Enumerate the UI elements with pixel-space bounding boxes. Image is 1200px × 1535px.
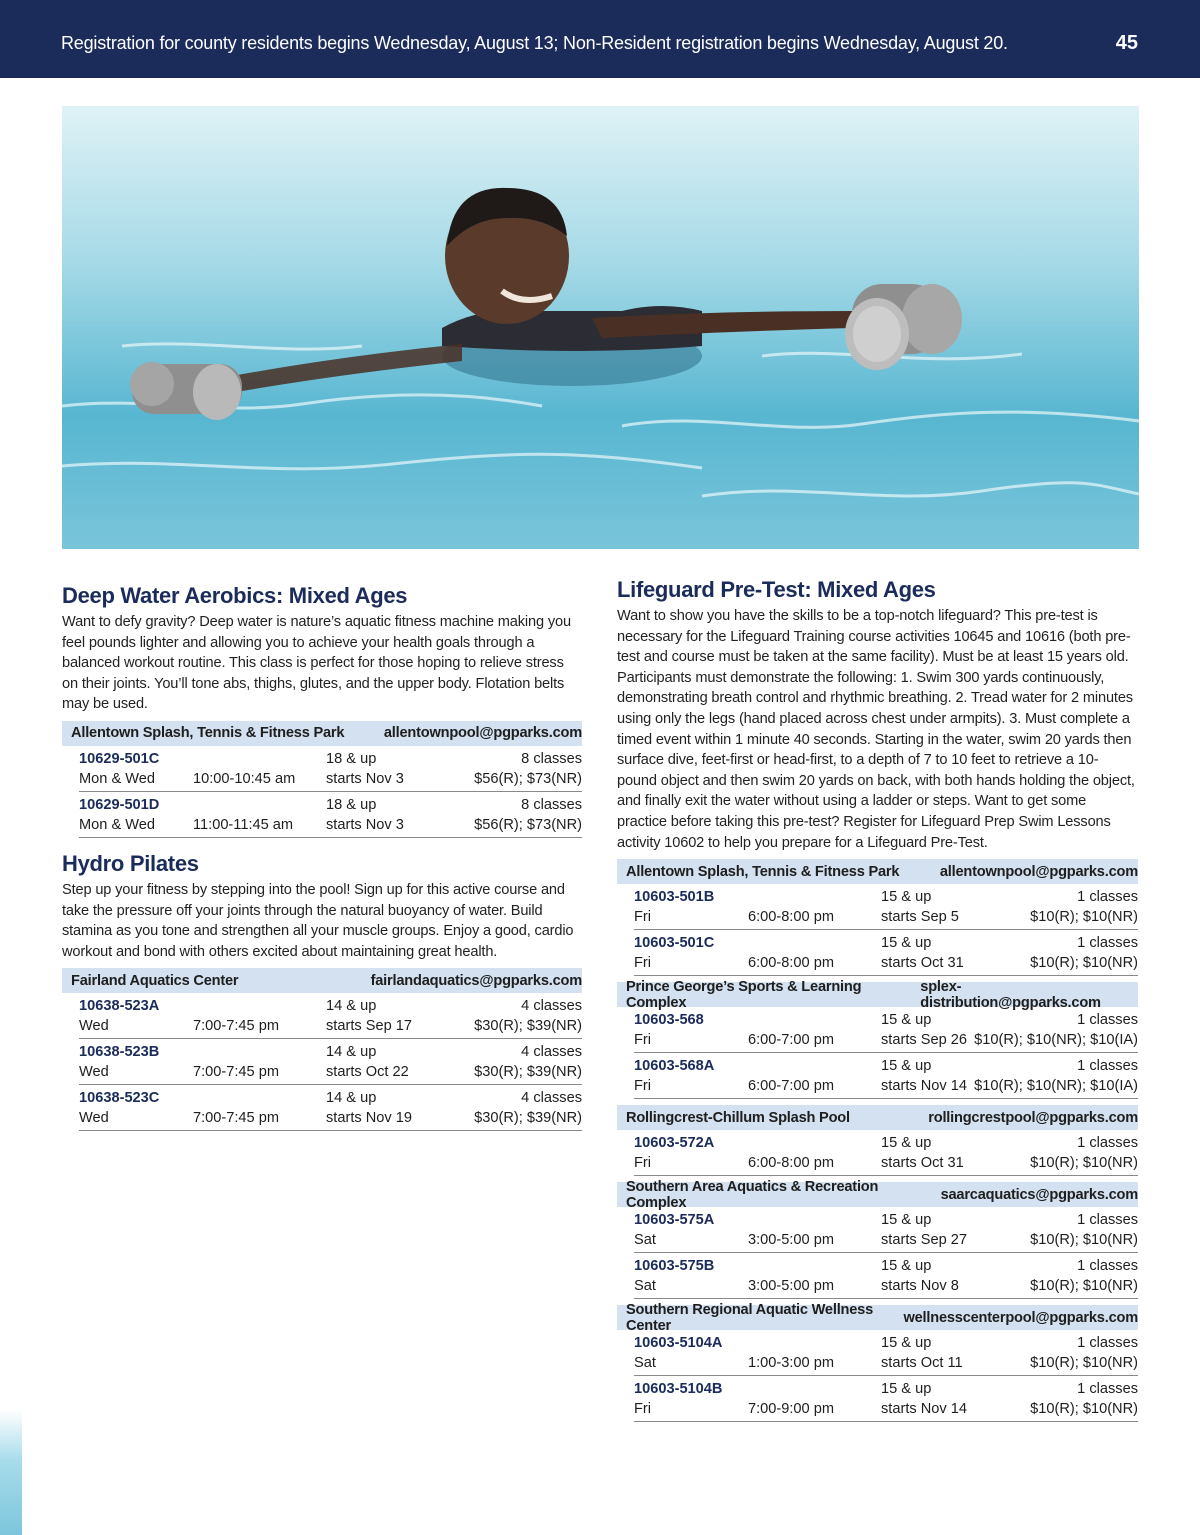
- class-day: Fri: [634, 909, 652, 926]
- class-day: Fri: [634, 955, 652, 972]
- class-count: 1 classes: [1077, 1381, 1138, 1398]
- activity-code: 10603-575B: [634, 1258, 715, 1275]
- age-range: 15 & up: [881, 935, 932, 952]
- location-name: Southern Regional Aquatic Wellness Center: [626, 1301, 874, 1334]
- lifeguard-title: Lifeguard Pre-Test: Mixed Ages: [617, 577, 936, 602]
- start-date: starts Sep 17: [326, 1018, 412, 1035]
- class-fee: $10(R); $10(NR): [1030, 1278, 1138, 1295]
- class-count: 1 classes: [1077, 889, 1138, 906]
- location-email[interactable]: allentownpool@pgparks.com: [939, 863, 1138, 880]
- class-day: Sat: [634, 1232, 656, 1249]
- class-day: Fri: [634, 1078, 652, 1095]
- class-fee: $56(R); $73(NR): [474, 770, 582, 787]
- age-range: 18 & up: [326, 796, 377, 813]
- age-range: 15 & up: [881, 1058, 932, 1075]
- left-column: [62, 582, 582, 1131]
- class-day: Mon & Wed: [79, 816, 155, 833]
- activity-code: 10629-501D: [79, 796, 160, 813]
- class-entry: [634, 1053, 1138, 1099]
- class-time: 1:00-3:00 pm: [748, 1355, 834, 1372]
- class-fee: $30(R); $39(NR): [474, 1064, 582, 1081]
- activity-code: 10603-5104B: [634, 1381, 723, 1398]
- class-time: 7:00-7:45 pm: [193, 1110, 279, 1127]
- page-number: 45: [1115, 32, 1138, 54]
- location-bar: [617, 1178, 1138, 1211]
- location-email[interactable]: rollingcrestpool@pgparks.com: [928, 1109, 1138, 1126]
- location-name: Allentown Splash, Tennis & Fitness Park: [71, 725, 345, 742]
- class-fee: $10(R); $10(NR): [1030, 1155, 1138, 1172]
- class-count: 1 classes: [1077, 1258, 1138, 1275]
- age-range: 14 & up: [326, 1090, 377, 1107]
- class-count: 1 classes: [1077, 1212, 1138, 1229]
- class-fee: $30(R); $39(NR): [474, 1018, 582, 1035]
- class-list: [634, 1330, 1138, 1422]
- activity-code: 10603-501C: [634, 935, 715, 952]
- class-time: 10:00-10:45 am: [193, 770, 296, 787]
- class-list: [634, 1007, 1138, 1099]
- start-date: starts Sep 26: [881, 1032, 967, 1049]
- class-day: Wed: [79, 1110, 109, 1127]
- location-email[interactable]: wellnesscenterpool@pgparks.com: [903, 1309, 1138, 1326]
- class-entry: [634, 930, 1138, 976]
- class-count: 8 classes: [521, 750, 582, 767]
- location-email[interactable]: splex-distribution@pgparks.com: [920, 978, 1101, 1011]
- class-time: 11:00-11:45 am: [193, 816, 294, 833]
- class-entry: [634, 1330, 1138, 1376]
- class-day: Sat: [634, 1355, 656, 1372]
- age-range: 15 & up: [881, 1381, 932, 1398]
- class-entry: [634, 1130, 1138, 1176]
- class-day: Wed: [79, 1064, 109, 1081]
- start-date: starts Sep 5: [881, 909, 959, 926]
- class-count: 1 classes: [1077, 1135, 1138, 1152]
- class-time: 6:00-7:00 pm: [748, 1032, 834, 1049]
- class-list: [634, 1130, 1138, 1176]
- class-time: 7:00-9:00 pm: [748, 1401, 834, 1418]
- activity-code: 10638-523B: [79, 1044, 160, 1061]
- activity-code: 10638-523C: [79, 1090, 160, 1107]
- class-count: 4 classes: [521, 998, 582, 1015]
- activity-code: 10603-5104A: [634, 1335, 723, 1352]
- class-entry: [79, 1085, 582, 1131]
- class-fee: $10(R); $10(NR): [1030, 1355, 1138, 1372]
- photo-illustration: [62, 106, 1139, 549]
- location-name: Allentown Splash, Tennis & Fitness Park: [626, 863, 900, 880]
- location-name: Fairland Aquatics Center: [71, 972, 239, 989]
- class-fee: $10(R); $10(NR): [1030, 909, 1138, 926]
- location-name: Southern Area Aquatics & Recreation Complex: [626, 1178, 879, 1211]
- activity-code: 10603-575A: [634, 1212, 715, 1229]
- location-email[interactable]: fairlandaquatics@pgparks.com: [370, 972, 582, 989]
- class-entry: [79, 746, 582, 792]
- class-count: 4 classes: [521, 1044, 582, 1061]
- right-column: [617, 576, 1138, 1422]
- start-date: starts Nov 19: [326, 1110, 412, 1127]
- class-day: Fri: [634, 1155, 652, 1172]
- location-name: Prince George’s Sports & Learning Complex: [626, 978, 862, 1011]
- class-time: 6:00-8:00 pm: [748, 909, 834, 926]
- class-entry: [634, 1207, 1138, 1253]
- location-bar: [617, 859, 1138, 884]
- start-date: starts Sep 27: [881, 1232, 967, 1249]
- class-day: Wed: [79, 1018, 109, 1035]
- age-range: 15 & up: [881, 1012, 932, 1029]
- start-date: starts Nov 3: [326, 770, 404, 787]
- start-date: starts Nov 14: [881, 1078, 967, 1095]
- class-day: Mon & Wed: [79, 770, 155, 787]
- class-time: 6:00-8:00 pm: [748, 1155, 834, 1172]
- hydro-pilates-description: Step up your fitness by stepping into the pool! Sign up for this active course and take the pressure off your joints through the natural buoyancy of water. Build stamina as you tone and strengthen all your muscle groups. Enjoy a good, cardio workout and bond with others excited about maintaining great health.: [62, 881, 574, 960]
- class-fee: $30(R); $39(NR): [474, 1110, 582, 1127]
- class-day: Fri: [634, 1032, 652, 1049]
- foam-dumbbell-left: [130, 362, 242, 420]
- class-count: 1 classes: [1077, 1012, 1138, 1029]
- location-bar: [617, 978, 1138, 1011]
- class-list: [634, 884, 1138, 976]
- class-fee: $56(R); $73(NR): [474, 816, 582, 833]
- age-range: 18 & up: [326, 750, 377, 767]
- class-count: 8 classes: [521, 796, 582, 813]
- activity-code: 10603-568A: [634, 1058, 715, 1075]
- age-range: 15 & up: [881, 889, 932, 906]
- location-bar: [62, 968, 582, 993]
- class-entry: [634, 1007, 1138, 1053]
- class-time: 3:00-5:00 pm: [748, 1232, 834, 1249]
- class-count: 4 classes: [521, 1090, 582, 1107]
- class-fee: $10(R); $10(NR): [1030, 1401, 1138, 1418]
- location-email[interactable]: allentownpool@pgparks.com: [383, 725, 582, 742]
- class-fee: $10(R); $10(NR): [1030, 1232, 1138, 1249]
- class-list: [79, 746, 582, 838]
- lifeguard-description: Want to show you have the skills to be a top-notch lifeguard? This pre-test is necessary for the Lifeguard Training course activities 10645 and 10616 (both pre-test and course must be taken at the same facility). Must be at least 15 years old. Participants must demonstrate the following: 1. Swim 300 yards continuously, demonstrating breath control and rhythmic breathing. 2. Tread water for 2 minutes using only the legs (hand placed across chest under armpits). 3. Must complete a timed event within 1 minute 40 seconds. Starting in the water, swim 20 yards then surface dive, feet-first or head-first, to a depth of 7 to 10 feet to retrieve a 10-pound object and then swim 20 yards on back, with both hands holding the object, and finally exit the water without using a ladder or steps. Want to get some practice before taking this pre-test? Register for Lifeguard Prep Swim Lessons activity 10602 to help you prepare for a Lifeguard Pre-Test.: [617, 608, 1135, 851]
- activity-code: 10603-572A: [634, 1135, 715, 1152]
- start-date: starts Nov 14: [881, 1401, 967, 1418]
- deep-water-description: Want to defy gravity? Deep water is nature’s aquatic fitness machine making you feel pounds lighter and allowing you to achieve your health goals through a balanced workout routine. This class is perfect for those hoping to relieve stress on their joints. You’ll tone abs, thighs, glutes, and the upper body. Flotation belts may be used.: [62, 614, 571, 713]
- location-bar: [617, 1105, 1138, 1130]
- location-email[interactable]: saarcaquatics@pgparks.com: [940, 1186, 1138, 1203]
- activity-code: 10638-523A: [79, 998, 160, 1015]
- activity-code: 10603-568: [634, 1012, 704, 1029]
- start-date: starts Oct 11: [881, 1355, 963, 1372]
- class-entry: [634, 884, 1138, 930]
- start-date: starts Nov 8: [881, 1278, 959, 1295]
- class-time: 3:00-5:00 pm: [748, 1278, 834, 1295]
- start-date: starts Oct 22: [326, 1064, 409, 1081]
- start-date: starts Nov 3: [326, 816, 404, 833]
- class-entry: [79, 792, 582, 838]
- hydro-pilates-title: Hydro Pilates: [62, 850, 199, 876]
- class-day: Fri: [634, 1401, 652, 1418]
- location-bar: [617, 1301, 1138, 1334]
- class-list: [79, 993, 582, 1131]
- class-count: 1 classes: [1077, 1058, 1138, 1075]
- class-time: 6:00-8:00 pm: [748, 955, 834, 972]
- class-count: 1 classes: [1077, 935, 1138, 952]
- class-entry: [79, 1039, 582, 1085]
- age-range: 14 & up: [326, 1044, 377, 1061]
- location-name: Rollingcrest-Chillum Splash Pool: [626, 1109, 850, 1126]
- class-fee: $10(R); $10(NR): [1030, 955, 1138, 972]
- class-entry: [79, 993, 582, 1039]
- class-fee: $10(R); $10(NR); $10(IA): [974, 1032, 1138, 1049]
- start-date: starts Oct 31: [881, 1155, 964, 1172]
- activity-code: 10629-501C: [79, 750, 160, 767]
- start-date: starts Oct 31: [881, 955, 964, 972]
- age-range: 14 & up: [326, 998, 377, 1015]
- class-time: 7:00-7:45 pm: [193, 1018, 279, 1035]
- class-fee: $10(R); $10(NR); $10(IA): [974, 1078, 1138, 1095]
- location-bar: [62, 721, 582, 746]
- top-banner: [0, 0, 1200, 78]
- class-day: Sat: [634, 1278, 656, 1295]
- class-time: 6:00-7:00 pm: [748, 1078, 834, 1095]
- activity-code: 10603-501B: [634, 889, 715, 906]
- registration-notice: Registration for county residents begins Wednesday, August 13; Non-Resident registration begins Wednesday, August 20.: [61, 33, 1008, 53]
- class-time: 7:00-7:45 pm: [193, 1064, 279, 1081]
- decorative-water-edge: [0, 1410, 22, 1535]
- age-range: 15 & up: [881, 1335, 932, 1352]
- class-entry: [634, 1253, 1138, 1299]
- class-entry: [634, 1376, 1138, 1422]
- class-count: 1 classes: [1077, 1335, 1138, 1352]
- deep-water-title: Deep Water Aerobics: Mixed Ages: [62, 583, 408, 608]
- age-range: 15 & up: [881, 1212, 932, 1229]
- class-list: [634, 1207, 1138, 1299]
- swimmer-photo: [62, 106, 1139, 549]
- age-range: 15 & up: [881, 1135, 932, 1152]
- age-range: 15 & up: [881, 1258, 932, 1275]
